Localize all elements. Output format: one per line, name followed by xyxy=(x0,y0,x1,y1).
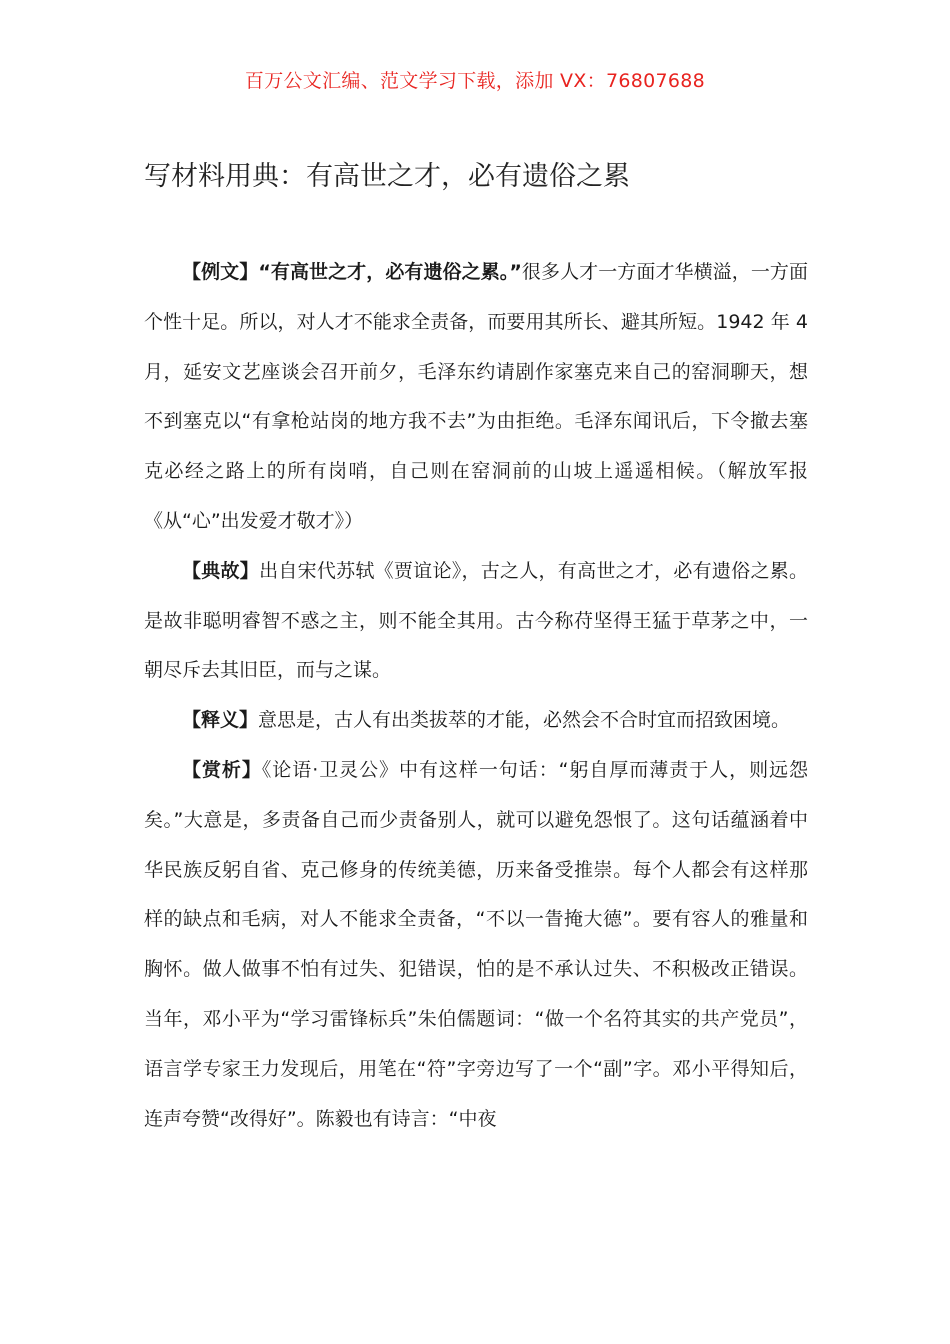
header-banner: 百万公文汇编、范文学习下载，添加 VX：76807688 xyxy=(244,70,706,92)
example-tag: 【例文】 xyxy=(182,261,259,283)
document-title: 写材料用典：有高世之才，必有遗俗之累 xyxy=(144,161,630,192)
appreciation-text: 《论语·卫灵公》中有这样一句话：“躬自厚而薄责于人，则远怨矣。”大意是，多责备自己而少责备别人，就可以避免怨恨了。这句话蕴涵着中华民族反躬自省、克己修身的传统美德，历来备受推崇。每个人都会有这样那样的缺点和毛病，对人不能求全责备，“不以一眚掩大德”。要有容人的雅量和胸怀。做人做事不怕有过失、犯错误，怕的是不承认过失、不积极改正错误。当年，邓小平为“学习雷锋标兵”朱伯儒题词：“做一个名符其实的共产党员”，语言学专家王力发现后，用笔在“符”字旁边写了一个“副”字。邓小平得知后，连声夸赞“改得好”。陈毅也有诗言：“中夜 xyxy=(144,758,808,1130)
meaning-tag: 【释义】 xyxy=(182,709,259,732)
example-text: 很多人才一方面才华横溢，一方面个性十足。所以，对人才不能求全责备，而要用其所长、避其所短。1942 年 4 月，延安文艺座谈会召开前夕，毛泽东约请剧作家塞克来自己的窑洞聊天，想不到塞克以“有拿枪站岗的地方我不去”为由拒绝。毛泽东闻讯后，下令撤去塞克必经之路上的所有岗哨，自己则在窑洞前的山坡上遥遥相候。（解放军报《从“心”出发爱才敬才》） xyxy=(144,261,808,532)
allusion-tag: 【典故】 xyxy=(182,559,260,582)
meaning-paragraph xyxy=(144,696,808,746)
document-body xyxy=(144,248,808,1144)
meaning-text: 意思是，古人有出类拔萃的才能，必然会不合时宜而招致困境。 xyxy=(258,709,791,732)
example-paragraph xyxy=(144,248,808,547)
allusion-text: 出自宋代苏轼《贾谊论》，古之人，有高世之才，必有遗俗之累。是故非聪明睿智不惑之主，则不能全其用。古今称苻坚得王猛于草茅之中，一朝尽斥去其旧臣，而与之谋。 xyxy=(144,559,808,682)
appreciation-tag: 【赏析】 xyxy=(182,758,262,781)
allusion-paragraph xyxy=(144,547,808,696)
example-quote: “有高世之才，必有遗俗之累。” xyxy=(258,261,522,283)
appreciation-paragraph xyxy=(144,746,808,1144)
